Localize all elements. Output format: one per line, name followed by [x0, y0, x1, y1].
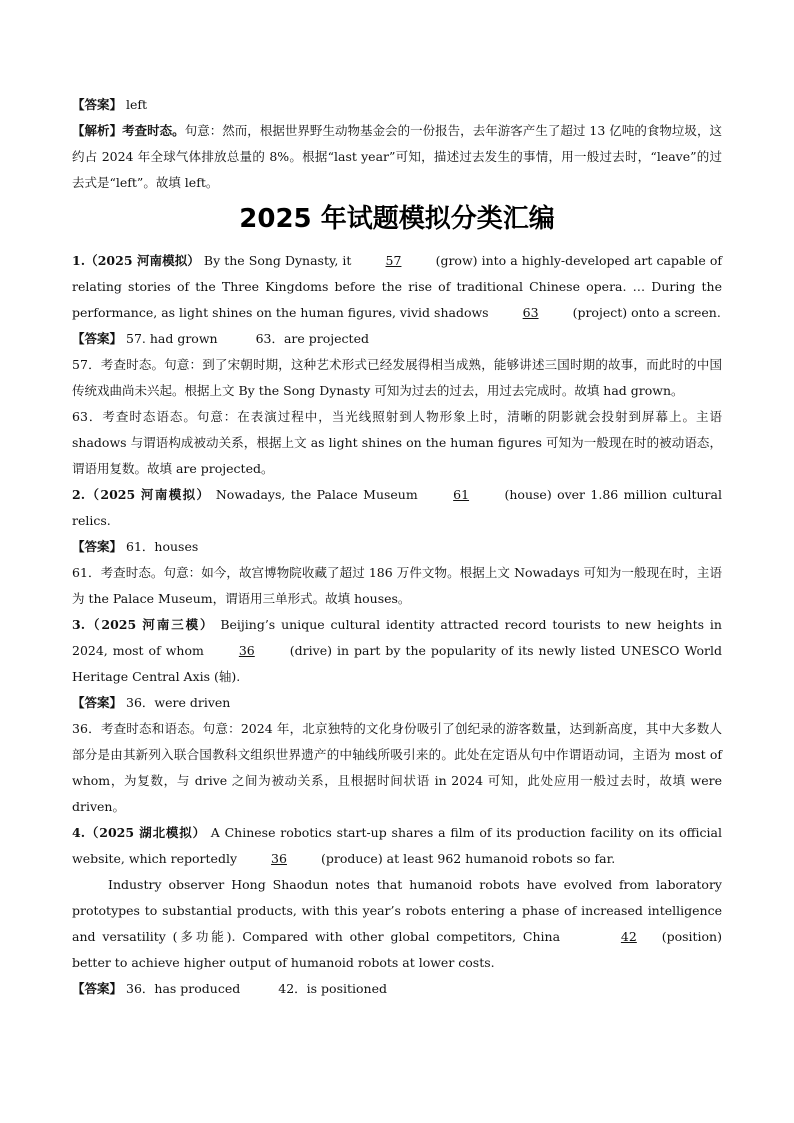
- answer-label: 【答案】: [72, 981, 123, 996]
- explanation-61: 61．考查时态。句意：如今，故宫博物院收藏了超过 186 万件文物。根据上文 Nowadays 可知为一般现在时，主语为 the Palace Museum，谓语用三单形式。故填 houses。: [72, 565, 722, 606]
- blank-61: 61: [453, 487, 470, 502]
- answer-3: [72, 690, 722, 716]
- question-text: A Chinese robotics start-up shares a film of its production facility on its official website, which reportedly: [72, 825, 722, 866]
- blank-63: 63: [522, 305, 539, 320]
- question-source: （2025 河南模拟）: [85, 253, 200, 268]
- top-answer: [72, 92, 722, 118]
- answer-1: [72, 326, 722, 352]
- answer-value: 36．has produced: [126, 981, 241, 996]
- passage-text: Industry observer Hong Shaodun notes that humanoid robots have evolved from laboratory prototypes to substantial products, with this year’s robots entering a phase of increased intelligence and versatility (多功能). Compared with other global competitors, China: [72, 877, 722, 944]
- answer-label: 【答案】: [72, 695, 123, 710]
- question-text: (house) over 1.86 million cultural relics.: [72, 487, 722, 528]
- question-2: [72, 482, 722, 534]
- question-text: (produce) at least 962 humanoid robots so far.: [320, 851, 616, 866]
- blank-57: 57: [385, 253, 402, 268]
- blank-36: 36: [271, 851, 287, 866]
- top-analysis: [72, 118, 722, 196]
- question-number: 2.: [72, 487, 86, 502]
- question-4-passage: [72, 872, 722, 976]
- answer-value: 42．is positioned: [278, 981, 387, 996]
- question-source: （2025 河南三模）: [85, 617, 215, 632]
- question-source: （2025 湖北模拟）: [85, 825, 206, 840]
- blank-36: 36: [238, 643, 255, 658]
- answer-value: 61．houses: [126, 539, 199, 554]
- answer-4: [72, 976, 722, 1002]
- explanation-63: 63．考查时态语态。句意：在表演过程中，当光线照射到人物形象上时，清晰的阴影就会投射到屏幕上。主语 shadows 与谓语构成被动关系，根据上文 as light shines on the human figures 可知为一般现在时的被动语态，谓语用复数。故填 are projected。: [72, 409, 722, 476]
- question-source: （2025 河南模拟）: [85, 487, 211, 502]
- question-1: [72, 248, 722, 326]
- answer-label: 【答案】: [72, 331, 123, 346]
- question-text: (project) onto a screen.: [572, 305, 721, 320]
- question-text: Nowadays, the Palace Museum: [215, 487, 418, 502]
- passage-text: (position) better to achieve higher output of humanoid robots at lower costs.: [72, 929, 722, 970]
- question-3: [72, 612, 722, 690]
- question-number: 4.: [72, 825, 86, 840]
- explanation-36: 36．考查时态和语态。句意：2024 年，北京独特的文化身份吸引了创纪录的游客数量，达到新高度，其中大多数人部分是由其新列入联合国教科文组织世界遗产的中轴线所吸引来的。此处在定语从句中作谓语动词，主语为 most of whom，为复数，与 drive 之间为被动关系，且根据时间状语 in 2024 可知，此处应用一般过去时，故填 were driven。: [72, 721, 722, 814]
- question-text: (grow) into a highly-developed art capable of relating stories of the Three Kingdoms before the rise of traditional Chinese opera. … During the performance, as light shines on the human figures, vivid shadows: [72, 253, 722, 320]
- answer-value: left: [126, 97, 148, 112]
- analysis-head: 考查时态。: [122, 123, 185, 138]
- answer-value: 63．are projected: [255, 331, 369, 346]
- question-text: (drive) in part by the popularity of its newly listed UNESCO World Heritage Central Axis (轴).: [72, 643, 722, 684]
- analysis-label: 【解析】: [72, 123, 123, 138]
- question-text: By the Song Dynasty, it: [203, 253, 352, 268]
- question-text: Beijing’s unique cultural identity attracted record tourists to new heights in 2024, most of whom: [72, 617, 722, 658]
- blank-42: 42: [620, 929, 637, 944]
- section-title: 2025 年试题模拟分类汇编: [239, 204, 555, 234]
- answer-2: [72, 534, 722, 560]
- question-number: 3.: [72, 617, 86, 632]
- question-number: 1.: [72, 253, 86, 268]
- question-4: [72, 820, 722, 872]
- explanation-57: 57．考查时态。句意：到了宋朝时期，这种艺术形式已经发展得相当成熟，能够讲述三国时期的故事，而此时的中国传统戏曲尚未兴起。根据上文 By the Song Dynasty 可知为过去的过去，用过去完成时。故填 had grown。: [72, 357, 722, 398]
- analysis-text: 句意：然而，根据世界野生动物基金会的一份报告，去年游客产生了超过 13 亿吨的食物垃圾，这约占 2024 年全球气体排放总量的 8%。根据“last year”可知，描述过去发生的事情，用一般过去时，“leave”的过去式是“left”。故填 left。: [72, 123, 722, 190]
- answer-value: 36．were driven: [126, 695, 231, 710]
- answer-label: 【答案】: [72, 539, 123, 554]
- answer-value: 57. had grown: [126, 331, 218, 346]
- document-page: [72, 92, 722, 1002]
- answer-label: 【答案】: [72, 97, 123, 112]
